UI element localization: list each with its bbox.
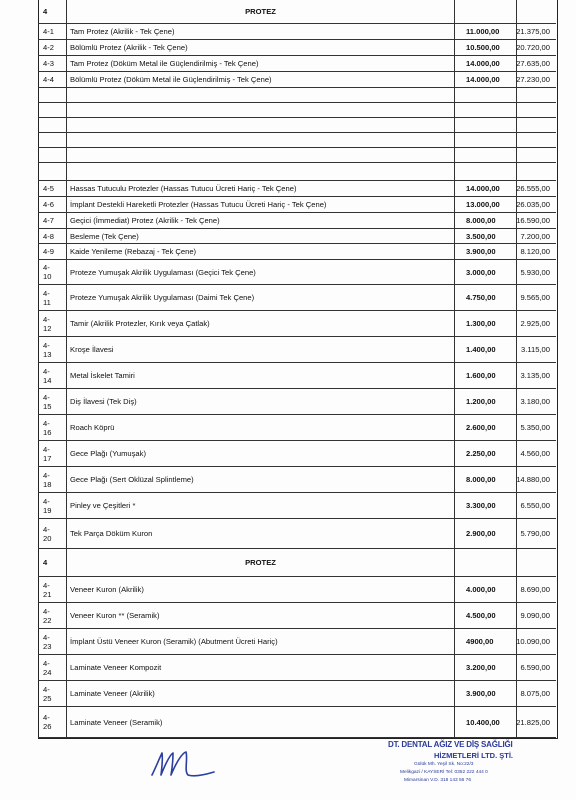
row-code-number: 19 [43, 505, 52, 515]
table-row [38, 629, 556, 655]
row-code-prefix: 4- [43, 392, 50, 402]
row-price-2: 21.375,00 [516, 27, 550, 36]
row-code: 4-9 [38, 244, 67, 259]
row-name: Metal İskelet Tamiri [67, 363, 455, 388]
row-name: Tamir (Akrilik Protezler, Kırık veya Çatlak) [67, 311, 455, 336]
row-code-number: 26 [43, 722, 52, 731]
row-name: Veneer Kuron (Akrilik) [67, 577, 455, 602]
row-price-1: 3.200,00 [455, 655, 517, 680]
row-price-2: 8.075,00 [520, 689, 550, 698]
row-price-1: 1.300,00 [455, 311, 517, 336]
row-code-number: 16 [43, 427, 52, 437]
empty-row [38, 148, 556, 163]
row-price-1: 4.000,00 [455, 577, 517, 602]
section-title: PROTEZ [67, 549, 455, 576]
empty-cell [517, 0, 556, 23]
row-code-prefix: 4- [43, 496, 50, 506]
row-code-number: 15 [43, 401, 52, 411]
row-price-2: 9.565,00 [520, 293, 550, 302]
row-code [38, 707, 67, 737]
row-price-2: 5.350,00 [520, 423, 550, 432]
table-row [38, 56, 556, 72]
stamp-address: Gülük Mh. Yeşil Sk. No:22/3 [414, 762, 474, 767]
row-code-prefix: 4- [43, 263, 50, 272]
empty-cell [517, 148, 556, 162]
empty-cell [38, 88, 67, 102]
table-row [38, 577, 556, 603]
table-row [38, 681, 556, 707]
empty-cell [455, 133, 517, 147]
table-row [38, 181, 556, 197]
row-code-prefix: 4- [43, 658, 50, 668]
row-code-number: 21 [43, 589, 52, 599]
row-name: Tam Protez (Döküm Metal ile Güçlendirilmiş - Tek Çene) [67, 56, 455, 71]
row-name: Gece Plağı (Sert Oklüzal Splintleme) [67, 467, 455, 492]
row-price-2: 14.880,00 [516, 475, 550, 484]
empty-cell [67, 88, 455, 102]
row-price-2: 5.790,00 [520, 529, 550, 538]
row-code [38, 577, 67, 602]
table-row [38, 467, 556, 493]
row-price-2: 4.560,00 [520, 449, 550, 458]
row-price-2: 8.690,00 [520, 585, 550, 594]
row-price-2: 5.930,00 [520, 267, 550, 277]
row-name: Pinley ve Çeşitleri * [67, 493, 455, 518]
empty-row [38, 88, 556, 103]
empty-cell [38, 163, 67, 180]
section-number: 4 [38, 549, 67, 576]
row-price-1: 8.000,00 [455, 467, 517, 492]
empty-cell [517, 103, 556, 117]
row-price-2: 8.120,00 [520, 247, 550, 256]
row-name: Kroşe İlavesi [67, 337, 455, 362]
row-price-1: 14.000,00 [455, 56, 517, 71]
row-code-number: 20 [43, 533, 52, 543]
row-code: 4-6 [38, 197, 67, 212]
row-price-1: 3.900,00 [455, 244, 517, 259]
row-name: Diş İlavesi (Tek Diş) [67, 389, 455, 414]
section-header-row-2 [38, 549, 556, 577]
row-code: 4-2 [38, 40, 67, 55]
row-code: 4-8 [38, 229, 67, 243]
row-code-number: 13 [43, 349, 52, 359]
row-price-1: 1.400,00 [455, 337, 517, 362]
row-code-prefix: 4- [43, 580, 50, 590]
row-code: 4-3 [38, 56, 67, 71]
section-number: 4 [38, 0, 67, 23]
row-price-2: 2.925,00 [520, 319, 550, 328]
stamp-company-type: HİZMETLERİ LTD. ŞTİ. [434, 751, 514, 760]
row-code: 4-1 [38, 24, 67, 39]
row-name: İmplant Destekli Hareketli Protezler (Hassas Tutucu Ücreti Hariç - Tek Çene) [67, 197, 455, 212]
row-price-1: 3.500,00 [455, 229, 517, 243]
row-price-1: 4900,00 [455, 629, 517, 654]
row-price-1: 2.250,00 [455, 441, 517, 466]
row-code-prefix: 4- [43, 314, 50, 324]
row-name: Proteze Yumuşak Akrilik Uygulaması (Daimi Tek Çene) [67, 285, 455, 310]
row-code [38, 337, 67, 362]
row-code-number: 25 [43, 693, 52, 703]
empty-cell [517, 118, 556, 132]
row-code-prefix: 4- [43, 444, 50, 454]
row-code-number: 10 [43, 272, 52, 281]
row-code-number: 18 [43, 479, 52, 489]
row-code [38, 441, 67, 466]
table-row [38, 285, 556, 311]
row-price-2: 27.230,00 [516, 75, 550, 84]
company-stamp [388, 740, 520, 795]
empty-cell [67, 163, 455, 180]
row-name: Proteze Yumuşak Akrilik Uygulaması (Geçici Tek Çene) [67, 260, 455, 284]
row-code-number: 17 [43, 453, 52, 463]
row-price-2: 6.550,00 [520, 501, 550, 510]
row-price-1: 10.500,00 [455, 40, 517, 55]
row-name: Veneer Kuron ** (Seramik) [67, 603, 455, 628]
section-title: PROTEZ [67, 0, 455, 23]
empty-cell [38, 103, 67, 117]
row-price-1: 1.600,00 [455, 363, 517, 388]
empty-row [38, 133, 556, 148]
row-price-1: 3.000,00 [455, 260, 517, 284]
empty-row [38, 163, 556, 181]
row-code-prefix: 4- [43, 470, 50, 480]
row-code-prefix: 4- [43, 288, 50, 298]
row-name: Bölümlü Protez (Döküm Metal ile Güçlendirilmiş - Tek Çene) [67, 72, 455, 87]
row-name: Laminate Veneer (Seramik) [67, 707, 455, 737]
row-name: Kaide Yenileme (Rebazaj - Tek Çene) [67, 244, 455, 259]
table-row [38, 493, 556, 519]
row-code [38, 655, 67, 680]
table-row [38, 229, 556, 244]
empty-row [38, 103, 556, 118]
row-price-1: 14.000,00 [455, 181, 517, 196]
row-price-1: 8.000,00 [455, 213, 517, 228]
empty-cell [455, 118, 517, 132]
row-code: 4-5 [38, 181, 67, 196]
table-row [38, 213, 556, 229]
row-price-1: 4.500,00 [455, 603, 517, 628]
empty-cell [517, 88, 556, 102]
stamp-tax-office: Mimarsinan V.D. 318 143 56 76 [404, 778, 472, 783]
table-row [38, 197, 556, 213]
stamp-company-name: DT. DENTAL AĞIZ VE DİŞ SAĞLIĞI [388, 740, 513, 749]
empty-cell [455, 0, 517, 23]
row-code [38, 629, 67, 654]
row-price-2: 26.035,00 [516, 200, 550, 209]
section-header-row [38, 0, 556, 24]
row-code-number: 22 [43, 615, 52, 625]
table-row [38, 260, 556, 285]
row-code-prefix: 4- [43, 524, 50, 534]
row-price-1: 3.300,00 [455, 493, 517, 518]
row-code-prefix: 4- [43, 418, 50, 428]
signature-image [148, 745, 220, 781]
row-code-prefix: 4- [43, 632, 50, 642]
row-price-2: 26.555,00 [516, 184, 550, 193]
row-price-2: 9.090,00 [520, 611, 550, 620]
row-name: Laminate Veneer (Akrilik) [67, 681, 455, 706]
table-row [38, 40, 556, 56]
table-row [38, 24, 556, 40]
empty-cell [67, 118, 455, 132]
row-price-2: 7.200,00 [520, 231, 550, 241]
empty-cell [455, 88, 517, 102]
row-code [38, 415, 67, 440]
row-code-prefix: 4- [43, 340, 50, 350]
row-price-1: 2.600,00 [455, 415, 517, 440]
table-row [38, 389, 556, 415]
row-code [38, 493, 67, 518]
row-price-1: 10.400,00 [455, 707, 517, 737]
row-price-1: 14.000,00 [455, 72, 517, 87]
row-price-1: 2.900,00 [455, 519, 517, 548]
empty-cell [455, 148, 517, 162]
row-name: Roach Köprü [67, 415, 455, 440]
row-name: Hassas Tutuculu Protezler (Hassas Tutucu Ücreti Hariç - Tek Çene) [67, 181, 455, 196]
row-code-prefix: 4- [43, 606, 50, 616]
empty-cell [38, 118, 67, 132]
row-name: Tek Parça Döküm Kuron [67, 519, 455, 548]
row-price-1: 11.000,00 [455, 24, 517, 39]
row-name: Gece Plağı (Yumuşak) [67, 441, 455, 466]
row-price-2: 3.115,00 [521, 345, 550, 354]
table-row [38, 244, 556, 260]
row-code-number: 11 [43, 297, 51, 307]
row-name: Besleme (Tek Çene) [67, 229, 455, 243]
row-code-number: 24 [43, 667, 52, 677]
row-code [38, 603, 67, 628]
row-price-1: 3.900,00 [455, 681, 517, 706]
empty-cell [517, 549, 556, 576]
table-row [38, 519, 556, 549]
row-code: 4-7 [38, 213, 67, 228]
row-code: 4-4 [38, 72, 67, 87]
empty-cell [517, 133, 556, 147]
empty-cell [517, 163, 556, 180]
table-row [38, 363, 556, 389]
row-code [38, 260, 67, 284]
empty-cell [67, 133, 455, 147]
row-name: İmplant Üstü Veneer Kuron (Seramik) (Abutment Ücreti Hariç) [67, 629, 455, 654]
row-code-prefix: 4- [43, 713, 50, 722]
table-row [38, 441, 556, 467]
row-price-2: 16.590,00 [516, 216, 550, 225]
row-price-2: 27.635,00 [516, 59, 550, 68]
table-row [38, 655, 556, 681]
empty-cell [455, 163, 517, 180]
empty-row [38, 118, 556, 133]
row-price-2: 3.180,00 [520, 397, 550, 406]
table-row [38, 415, 556, 441]
table-row [38, 603, 556, 629]
row-price-1: 1.200,00 [455, 389, 517, 414]
table-row [38, 311, 556, 337]
row-price-2: 10.090,00 [516, 637, 550, 646]
table-row [38, 337, 556, 363]
row-code [38, 363, 67, 388]
row-code [38, 467, 67, 492]
row-code [38, 285, 67, 310]
row-price-2: 3.135,00 [520, 371, 550, 380]
row-code [38, 389, 67, 414]
row-code [38, 311, 67, 336]
row-price-2: 6.590,00 [520, 663, 550, 672]
row-name: Laminate Veneer Kompozit [67, 655, 455, 680]
row-code-number: 12 [43, 323, 52, 333]
row-name: Geçici (İmmediat) Protez (Akrilik - Tek Çene) [67, 213, 455, 228]
row-name: Bölümlü Protez (Akrilik - Tek Çene) [67, 40, 455, 55]
row-price-1: 13.000,00 [455, 197, 517, 212]
row-code [38, 681, 67, 706]
row-price-2: 21.825,00 [516, 717, 550, 727]
table-row [38, 707, 556, 738]
row-name: Tam Protez (Akrilik - Tek Çene) [67, 24, 455, 39]
row-code [38, 519, 67, 548]
row-code-number: 23 [43, 641, 52, 651]
empty-cell [67, 148, 455, 162]
row-code-number: 14 [43, 375, 52, 385]
table-row [38, 72, 556, 88]
empty-cell [38, 148, 67, 162]
stamp-phone: Melikgazi / KAYSERİ Tel: 0352 222 444 0 [400, 770, 488, 775]
row-price-1: 4.750,00 [455, 285, 517, 310]
row-code-prefix: 4- [43, 684, 50, 694]
empty-cell [455, 103, 517, 117]
empty-cell [67, 103, 455, 117]
row-code-prefix: 4- [43, 366, 50, 376]
empty-cell [455, 549, 517, 576]
empty-cell [38, 133, 67, 147]
row-price-2: 20.720,00 [516, 43, 550, 52]
